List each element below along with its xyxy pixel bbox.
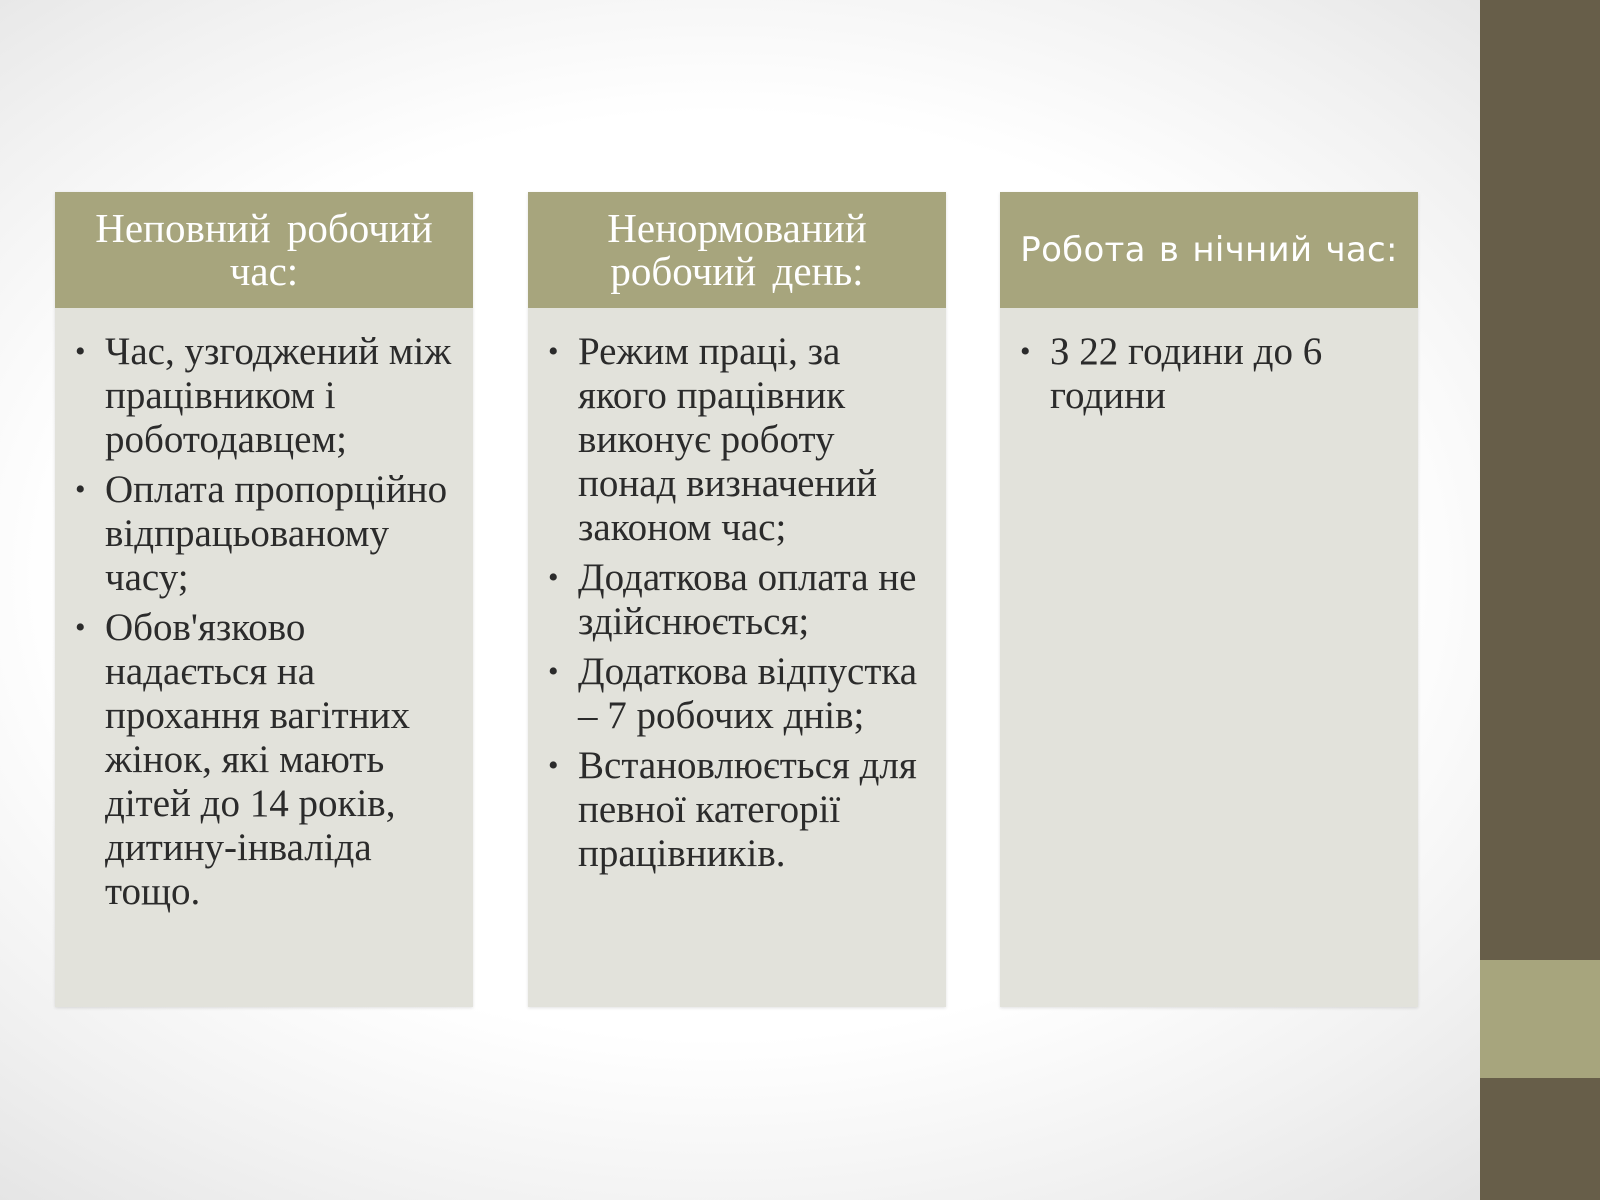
bullet-item: • З 22 години до 6 години: [1020, 330, 1400, 418]
column-part-time: [55, 192, 473, 1007]
column-header: Неповний робочий час:: [55, 192, 473, 308]
column-irregular-day: [528, 192, 946, 1007]
bullet-item: • Обов'язково надається на прохання вагітних жінок, які мають дітей до 14 років, дитину-інваліда тощо.: [75, 606, 455, 914]
bullet-item: • Встановлюється для певної категорії працівників.: [548, 744, 928, 876]
column-header: Ненормований робочий день:: [528, 192, 946, 308]
bullet-list: [55, 308, 473, 914]
column-header: Робота в нічний час:: [1000, 192, 1418, 308]
bullet-item: • Додаткова оплата не здійснюється;: [548, 556, 928, 644]
decorative-side-accent: [1480, 960, 1600, 1078]
bullet-item: • Оплата пропорційно відпрацьованому часу;: [75, 468, 455, 600]
bullet-item: • Додаткова відпустка – 7 робочих днів;: [548, 650, 928, 738]
bullet-list: [528, 308, 946, 876]
bullet-item: • Час, узгоджений між працівником і роботодавцем;: [75, 330, 455, 462]
bullet-list: [1000, 308, 1418, 418]
column-night-work: [1000, 192, 1418, 1007]
bullet-item: • Режим праці, за якого працівник виконує роботу понад визначений законом час;: [548, 330, 928, 550]
